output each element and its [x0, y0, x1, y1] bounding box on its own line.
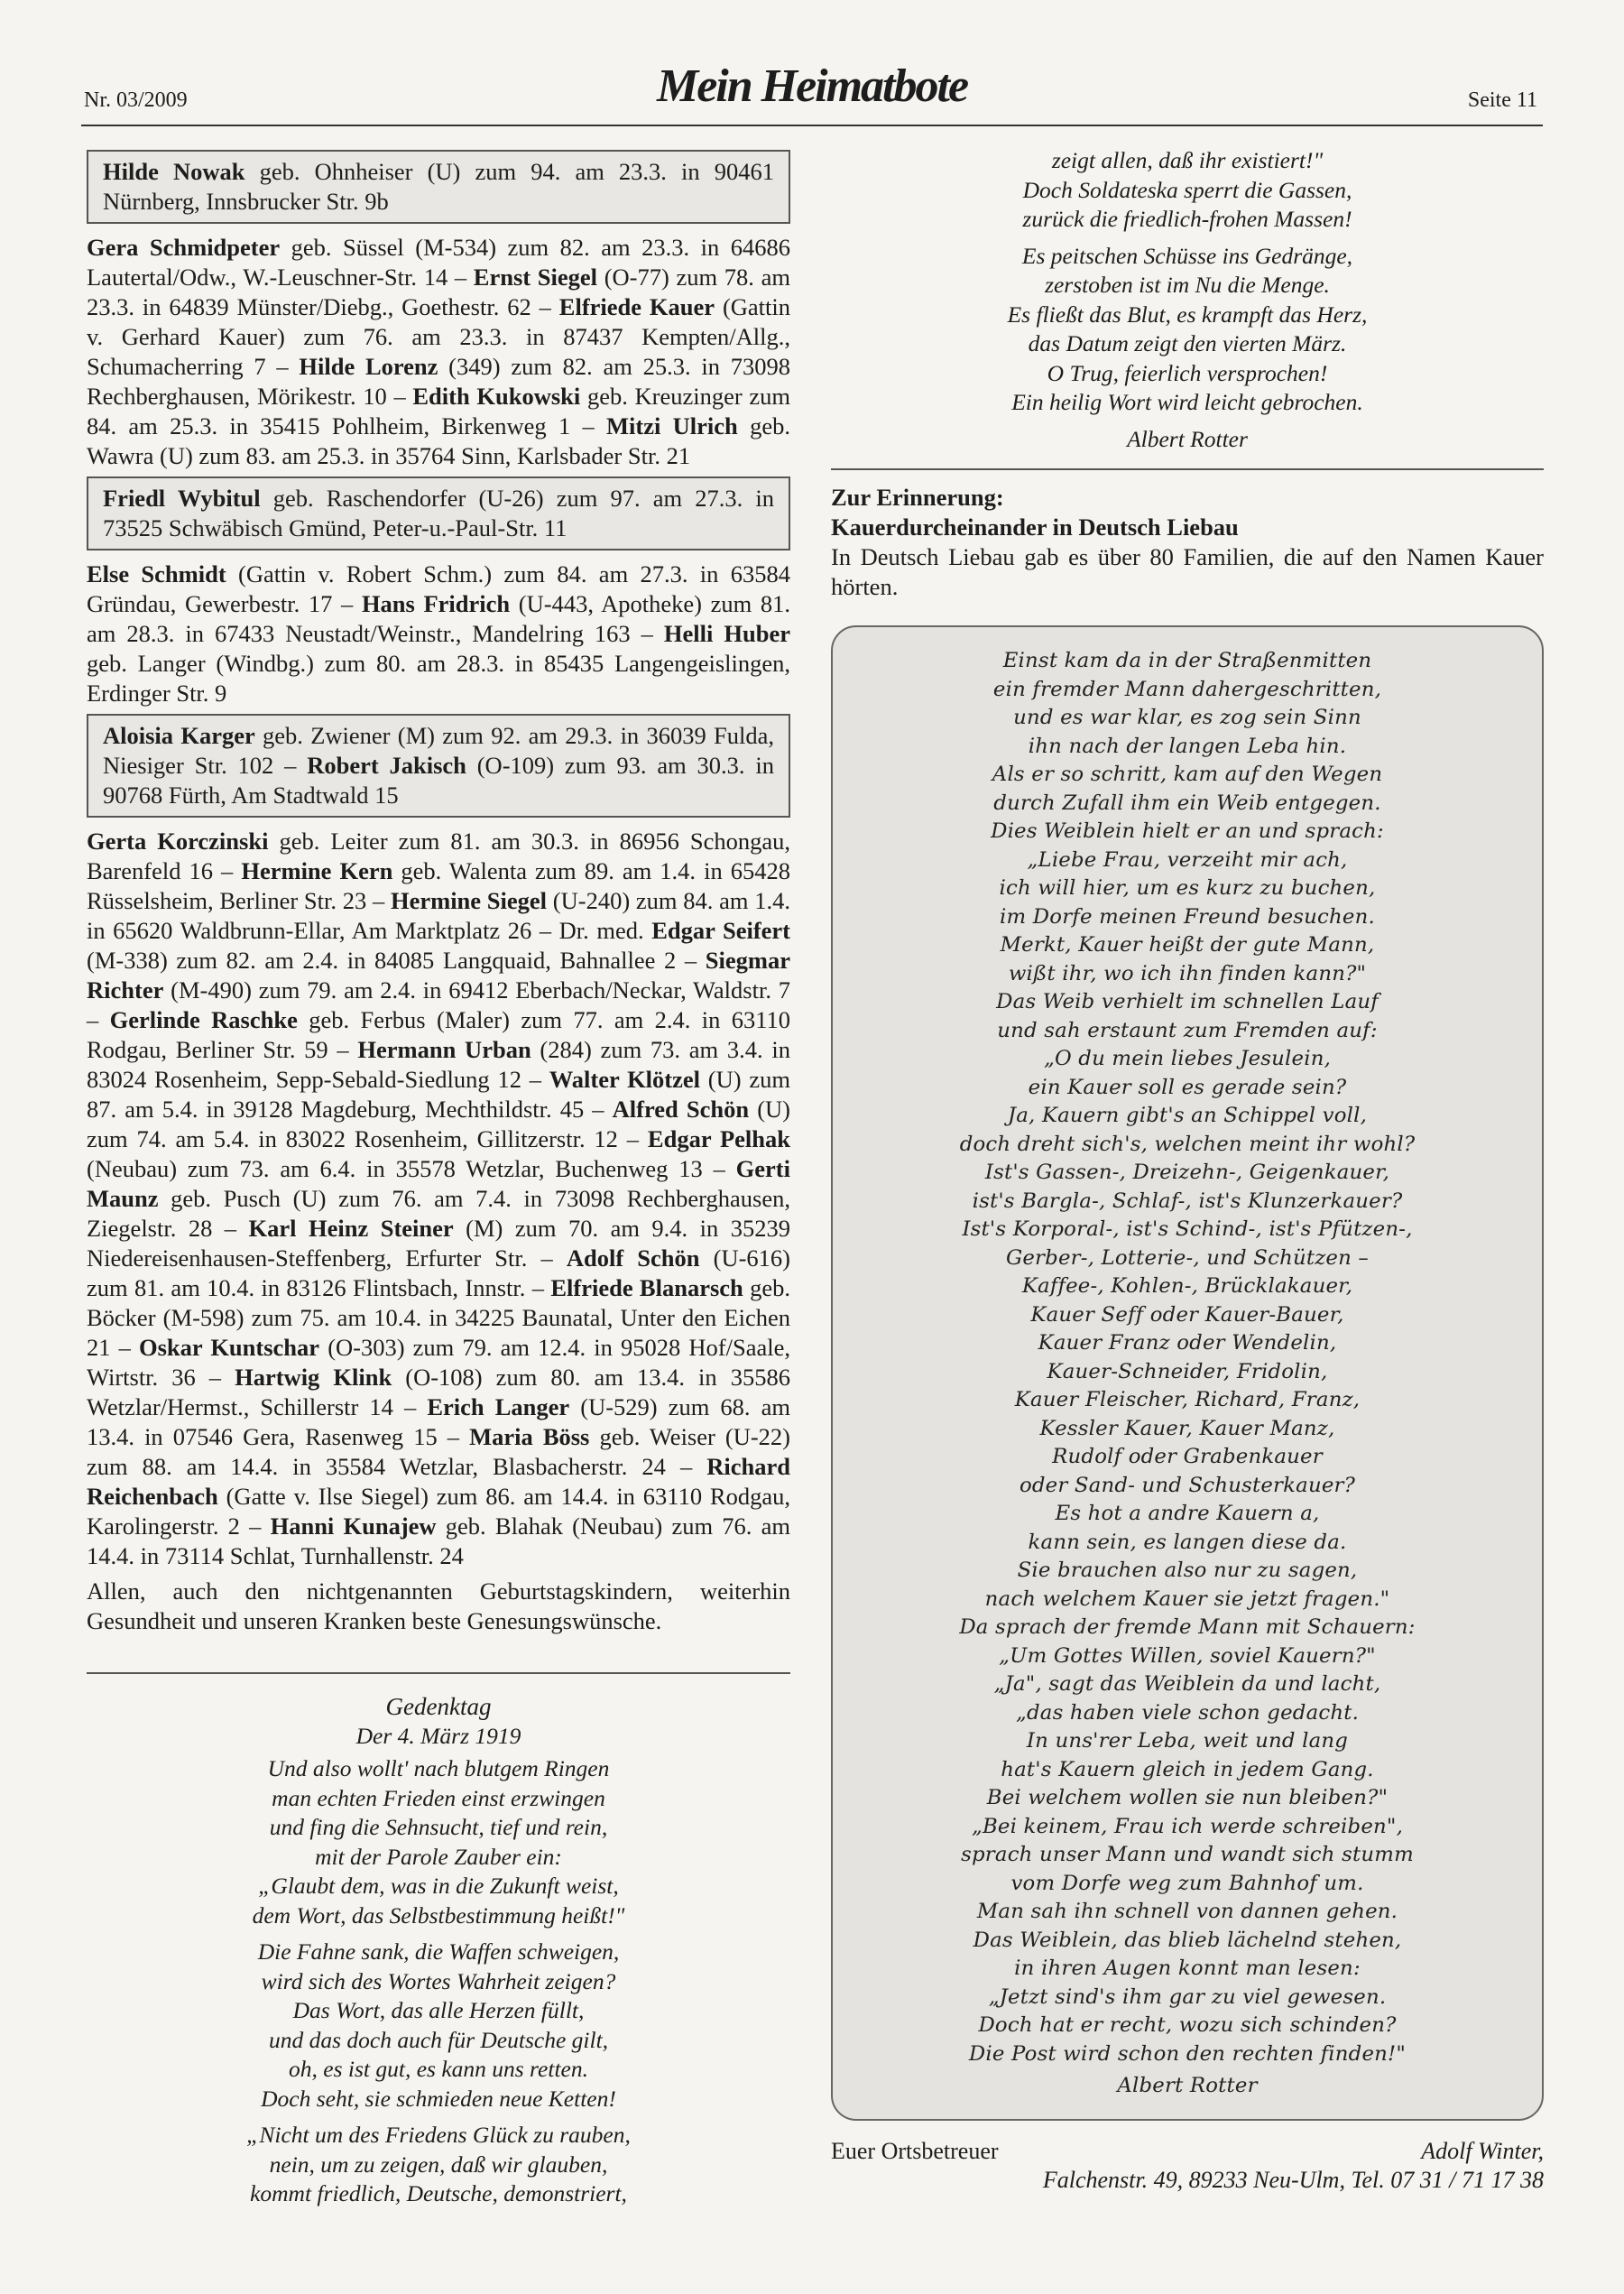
- poem-line: ein fremder Mann dahergeschritten,: [992, 677, 1382, 701]
- person-name: Robert Jakisch: [307, 752, 466, 779]
- poem-line: Dies Weiblein hielt er an und sprach:: [991, 819, 1384, 843]
- closing-wishes: Allen, auch den nichtgenannten Geburtstagskindern, weiterhin Gesundheit und unseren Kranken beste Genesungswünsche.: [87, 1577, 790, 1634]
- poem-line: ist's Bargla-, Schlaf-, ist's Klunzerkauer?: [972, 1189, 1403, 1213]
- poem-line: kommt friedlich, Deutsche, demonstriert,: [250, 2180, 627, 2206]
- birthday-details: (U-443, Apotheke) zum 81. am 28.3. in 67433 Neustadt/Weinstr., Mandelring 163 –: [87, 590, 790, 647]
- birthday-details: (O-109) zum 93. am 30.3. in 90768 Fürth, Am Stadtwald 15: [103, 752, 774, 809]
- birthday-details: (O-303) zum 79. am 12.4. in 95028 Hof/Saale, Wirtstr. 36 –: [87, 1334, 790, 1391]
- masthead-logo: Mein Heimatbote: [656, 60, 968, 112]
- poem-line: und das doch auch für Deutsche gilt,: [268, 2026, 609, 2053]
- person-name: Friedl Wybitul: [103, 485, 261, 512]
- poem-line: In uns'rer Leba, weit und lang: [1026, 1729, 1349, 1753]
- birthday-details: (Gattin v. Robert Schm.) zum 84. am 27.3. in 63584 Gründau, Gewerbestr. 17 –: [87, 560, 790, 617]
- person-name: Ernst Siegel: [473, 264, 598, 291]
- signature-name: Adolf Winter,: [1421, 2137, 1544, 2164]
- poem-line: Rudolf oder Grabenkauer: [1052, 1445, 1323, 1468]
- poem-line: Bei welchem wollen sie nun bleiben?": [986, 1786, 1389, 1809]
- person-name: Hermann Urban: [357, 1036, 531, 1063]
- poem-line: ein Kauer soll es gerade sein?: [1028, 1075, 1347, 1099]
- poem-line: hat's Kauern gleich in jedem Gang.: [1001, 1757, 1374, 1781]
- birthday-details: geb. Blahak (Neubau) zum 76. am 14.4. in 73114 Schlat, Turnhallenstr. 24: [87, 1512, 790, 1569]
- birthday-paragraph: [87, 827, 790, 1571]
- kauer-poem-box: [831, 625, 1544, 2121]
- person-name: Karl Heinz Steiner: [248, 1215, 454, 1242]
- birthday-box: [87, 714, 790, 818]
- poem-line: wird sich des Wortes Wahrheit zeigen?: [261, 1967, 616, 1994]
- section-heading: Zur Erinnerung:: [831, 484, 1004, 511]
- birthday-details: (U) zum 87. am 5.4. in 39128 Magdeburg, Mechthildstr. 45 –: [87, 1066, 790, 1123]
- person-name: Elfriede Blanarsch: [550, 1274, 743, 1301]
- poem-line: „O du mein liebes Jesulein,: [1043, 1047, 1332, 1070]
- person-name: Oskar Kuntschar: [139, 1334, 320, 1361]
- person-name: Hermine Siegel: [390, 887, 548, 914]
- poem-line: O Trug, feierlich versprochen!: [1047, 359, 1328, 386]
- birthday-details: (M-338) zum 82. am 2.4. in 84085 Langquaid, Bahnallee 2 –: [87, 947, 706, 974]
- script-poem-author: Albert Rotter: [1117, 2074, 1258, 2097]
- person-name: Hanni Kunajew: [270, 1512, 437, 1540]
- person-name: Gerti Maunz: [87, 1155, 790, 1212]
- poem-line: Albert Rotter: [1127, 425, 1248, 452]
- birthday-details: (O-77) zum 78. am 23.3. in 64839 Münster/Diebg., Goethestr. 62 –: [87, 264, 790, 320]
- poem-line: „Um Gottes Willen, soviel Kauern?": [999, 1643, 1376, 1668]
- person-name: Edith Kukowski: [412, 383, 581, 410]
- poem-line: „das haben viele schon gedacht.: [1015, 1700, 1360, 1725]
- poem-title: Gedenktag: [385, 1693, 492, 1720]
- poem-line: Doch seht, sie schmieden neue Ketten!: [261, 2085, 616, 2112]
- signature-role: Euer Ortsbetreuer: [831, 2137, 999, 2164]
- birthday-details: (Gatte v. Ilse Siegel) zum 86. am 14.4. in 63110 Rodgau, Karolingerstr. 2 –: [87, 1483, 790, 1540]
- poem-line: „Nicht um des Friedens Glück zu rauben,: [246, 2122, 631, 2148]
- person-name: Hilde Lorenz: [299, 353, 438, 380]
- script-poem-lines: [851, 647, 1524, 2068]
- page-number: Seite 11: [1467, 88, 1537, 112]
- poem-line: Es hot a andre Kauern a,: [1055, 1502, 1320, 1525]
- person-name: Adolf Schön: [566, 1244, 700, 1272]
- person-name: Hilde Nowak: [103, 158, 245, 185]
- section-divider: [831, 468, 1544, 470]
- poem-line: Einst kam da in der Straßenmitten: [1002, 649, 1372, 672]
- signature-row: [831, 2137, 1544, 2166]
- article-title: Kauerdurcheinander in Deutsch Liebau: [831, 513, 1239, 541]
- poem-line: Es peitschen Schüsse ins Gedränge,: [1021, 242, 1353, 269]
- poem-line: und sah erstaunt zum Fremden auf:: [997, 1018, 1378, 1042]
- issue-number: Nr. 03/2009: [84, 88, 188, 112]
- poem-stanza: [831, 146, 1544, 235]
- poem-continuation: [831, 146, 1544, 454]
- poem-subtitle: Der 4. März 1919: [355, 1722, 521, 1749]
- poem-line: in ihren Augen konnt man lesen:: [1014, 1956, 1361, 1980]
- person-name: Aloisia Karger: [103, 722, 255, 749]
- birthday-details: (M-490) zum 79. am 2.4. in 69412 Eberbach/Neckar, Waldstr. 7 –: [87, 976, 790, 1033]
- poem-line: oh, es ist gut, es kann uns retten.: [289, 2056, 588, 2082]
- poem-line: und fing die Sehnsucht, tief und rein,: [269, 1814, 608, 1840]
- poem-line: Ja, Kauern gibt's an Schippel voll,: [1007, 1104, 1368, 1127]
- poem-line: Ein heilig Wort wird leicht gebrochen.: [1011, 389, 1363, 415]
- birthday-details: (U) zum 74. am 5.4. in 83022 Rosenheim, Gillitzerstr. 12 –: [87, 1096, 790, 1152]
- poem-line: Kauer-Schneider, Fridolin,: [1047, 1359, 1328, 1383]
- person-name: Gerlinde Raschke: [109, 1006, 298, 1033]
- birthday-box: [87, 476, 790, 550]
- poem-line: „Liebe Frau, verzeiht mir ach,: [1027, 847, 1348, 872]
- article-intro: In Deutsch Liebau gab es über 80 Familien, die auf den Namen Kauer hörten.: [831, 543, 1544, 600]
- poem-line: nach welchem Kauer sie jetzt fragen.": [984, 1586, 1390, 1611]
- poem-line: Kauer Franz oder Wendelin,: [1038, 1331, 1337, 1355]
- poem-line: Sie brauchen also nur zu sagen,: [1017, 1559, 1358, 1582]
- signature-address: Falchenstr. 49, 89233 Neu-Ulm, Tel. 07 31 / 71 17 38: [1042, 2166, 1544, 2193]
- poem-line: Kessler Kauer, Kauer Manz,: [1039, 1416, 1335, 1440]
- poem-line: Da sprach der fremde Mann mit Schauern:: [959, 1615, 1416, 1639]
- poem-line: Ist's Gassen-, Dreizehn-, Geigenkauer,: [984, 1161, 1390, 1184]
- poem-line: Merkt, Kauer heißt der gute Mann,: [1000, 933, 1375, 957]
- birthday-details: geb. Kreuzinger zum 84. am 25.3. in 35415 Pohlheim, Birkenweg 1 –: [87, 383, 790, 439]
- birthday-details: (349) zum 82. am 25.3. in 73098 Rechberghausen, Mörikestr. 10 –: [87, 353, 790, 410]
- poem-line: man echten Frieden einst erzwingen: [272, 1784, 605, 1811]
- poem-line: zurück die friedlich-frohen Massen!: [1022, 206, 1352, 232]
- birthday-details: (284) zum 73. am 3.4. in 83024 Rosenheim, Sepp-Sebald-Siedlung 12 –: [87, 1036, 790, 1093]
- poem-line: ihn nach der langen Leba hin.: [1028, 734, 1347, 758]
- birthday-paragraph: [87, 560, 790, 708]
- poem-line: Ist's Korporal-, ist's Schind-, ist's Pfützen-,: [962, 1217, 1413, 1241]
- poem-line: Das Weiblein, das blieb lächelnd stehen,: [973, 1928, 1402, 1952]
- poem-stanza: [87, 1938, 790, 2114]
- birthday-details: (U-529) zum 68. am 13.4. in 07546 Gera, Rasenweg 15 –: [87, 1393, 790, 1450]
- person-name: Walter Klötzel: [549, 1066, 701, 1093]
- poem-line: Gerber-, Lotterie-, und Schützen –: [1005, 1245, 1370, 1270]
- birthday-box: [87, 150, 790, 224]
- poem-line: doch dreht sich's, welchen meint ihr wohl?: [959, 1132, 1416, 1156]
- person-name: Else Schmidt: [87, 560, 226, 587]
- poem-line: Kauer Fleischer, Richard, Franz,: [1014, 1388, 1361, 1411]
- person-name: Gera Schmidpeter: [87, 234, 281, 261]
- birthday-details: geb. Pusch (U) zum 76. am 7.4. in 73098 Rechberghausen, Ziegelstr. 28 –: [87, 1185, 790, 1242]
- person-name: Hermine Kern: [241, 857, 393, 884]
- poem-line: „Bei keinem, Frau ich werde schreiben",: [971, 1814, 1404, 1838]
- birthday-details: geb. Zwiener (M) zum 92. am 29.3. in 36039 Fulda, Niesiger Str. 102 –: [103, 722, 775, 779]
- poem-line: und es war klar, es zog sein Sinn: [1013, 706, 1361, 729]
- poem-line: „Jetzt sind's ihm gar zu viel gewesen.: [988, 1984, 1387, 2009]
- birthday-details: geb. Leiter zum 81. am 30.3. in 86956 Schongau, Barenfeld 16 –: [87, 828, 790, 884]
- birthday-details: geb. Raschendorfer (U-26) zum 97. am 27.3. in 73525 Schwäbisch Gmünd, Peter-u.-Paul-Str. 11: [103, 485, 774, 541]
- poem-line: Das Wort, das alle Herzen füllt,: [292, 1997, 585, 2023]
- birthday-details: (O-108) zum 80. am 13.4. in 35586 Wetzlar/Hermst., Schillerstr 14 –: [87, 1364, 790, 1420]
- birthday-details: geb. Weiser (U-22) zum 88. am 14.4. in 35584 Wetzlar, Blasbacherstr. 24 –: [87, 1423, 791, 1480]
- poem-line: sprach unser Mann und wandt sich stumm: [961, 1843, 1414, 1866]
- poem-line: Das Weib verhielt im schnellen Lauf: [996, 990, 1379, 1013]
- person-name: Helli Huber: [663, 620, 790, 647]
- person-name: Siegmar Richter: [87, 947, 790, 1004]
- poem-line: Man sah ihn schnell von dannen gehen.: [976, 1900, 1398, 1923]
- poem-stanza: [831, 242, 1544, 418]
- poem-line: „Ja", sagt das Weiblein da und lacht,: [993, 1672, 1381, 1696]
- person-name: Hartwig Klink: [235, 1364, 392, 1391]
- poem-stanza: [87, 1754, 790, 1930]
- birthday-details: geb. Ohnheiser (U) zum 94. am 23.3. in 90461 Nürnberg, Innsbrucker Str. 9b: [103, 158, 774, 215]
- birthday-details: geb. Süssel (M-534) zum 82. am 23.3. in 64686 Lautertal/Odw., W.-Leuschner-Str. 14 –: [87, 234, 790, 291]
- poem-line: Die Fahne sank, die Waffen schweigen,: [257, 1938, 620, 1965]
- poem-stanza: [87, 2121, 790, 2209]
- poem-line: zeigt allen, daß ihr existiert!": [1051, 147, 1324, 173]
- left-column: [87, 146, 790, 2216]
- person-name: Gerta Korczinski: [87, 828, 269, 855]
- poem-line: nein, um zu zeigen, daß wir glauben,: [269, 2151, 608, 2178]
- birthday-details: (M) zum 70. am 9.4. in 35239 Niedereisenhausen-Steffenberg, Erfurter Str. –: [87, 1215, 790, 1272]
- poem-line: im Dorfe meinen Freund besuchen.: [1000, 904, 1375, 929]
- poem-stanza: [831, 425, 1544, 455]
- person-name: Mitzi Ulrich: [606, 412, 738, 439]
- birthday-details: geb. Böcker (M-598) zum 75. am 10.4. in 34225 Baunatal, Unter den Eichen 21 –: [87, 1274, 791, 1361]
- poem-line: Doch hat er recht, wozu sich schinden?: [978, 2013, 1397, 2037]
- gedenktag-poem: [87, 1692, 790, 2209]
- person-name: Alfred Schön: [612, 1096, 750, 1123]
- poem-line: Die Post wird schon den rechten finden!": [968, 2041, 1407, 2066]
- poem-line: Kaffee-, Kohlen-, Brücklakauer,: [1021, 1274, 1353, 1298]
- poem-line: vom Dorfe weg zum Bahnhof um.: [1010, 1871, 1364, 1895]
- birthday-details: geb. Wawra (U) zum 83. am 25.3. in 35764 Sinn, Karlsbader Str. 21: [87, 412, 790, 469]
- person-name: Elfriede Kauer: [558, 293, 715, 320]
- poem-stanzas: [87, 1754, 790, 2209]
- poem-line: ich will hier, um es kurz zu buchen,: [999, 876, 1376, 900]
- poem-line: kann sein, es langen diese da.: [1028, 1530, 1347, 1554]
- birthday-details: geb. Langer (Windbg.) zum 80. am 28.3. in 85435 Langengeislingen, Erdinger Str. 9: [87, 650, 790, 707]
- poem-line: zerstoben ist im Nu die Menge.: [1045, 272, 1330, 298]
- poem-line: Es fließt das Blut, es krampft das Herz,: [1007, 301, 1368, 328]
- person-name: Edgar Pelhak: [647, 1125, 790, 1152]
- poem-line: dem Wort, das Selbstbestimmung heißt!": [252, 1901, 625, 1929]
- poem-line: das Datum zeigt den vierten März.: [1028, 330, 1347, 356]
- birthday-paragraph: [87, 233, 790, 471]
- poem-line: „Glaubt dem, was in die Zukunft weist,: [258, 1873, 619, 1899]
- birthday-details: geb. Ferbus (Maler) zum 77. am 2.4. in 63110 Rodgau, Berliner Str. 59 –: [87, 1006, 790, 1063]
- birthday-details: (Gattin v. Gerhard Kauer) zum 76. am 23.3. in 87437 Kempten/Allg., Schumacherring 7 –: [87, 293, 791, 380]
- person-name: Maria Böss: [469, 1423, 590, 1450]
- right-column: [831, 146, 1544, 2195]
- poem-line: mit der Parole Zauber ein:: [315, 1843, 562, 1870]
- person-name: Edgar Seifert: [651, 917, 790, 944]
- poem-line: Kauer Seff oder Kauer-Bauer,: [1030, 1302, 1344, 1327]
- poem-line: Und also wollt' nach blutgem Ringen: [267, 1755, 610, 1781]
- poem-line: Doch Soldateska sperrt die Gassen,: [1022, 176, 1352, 203]
- person-name: Erich Langer: [427, 1393, 570, 1420]
- poem-line: Als er so schritt, kam auf den Wegen: [992, 763, 1383, 786]
- birthday-details: (U-240) zum 84. am 1.4. in 65620 Waldbrunn-Ellar, Am Marktplatz 26 – Dr. med.: [87, 887, 790, 944]
- poem-line: durch Zufall ihm ein Weib entgegen.: [993, 791, 1381, 815]
- birthday-details: (U-616) zum 81. am 10.4. in 83126 Flintsbach, Innstr. –: [87, 1244, 790, 1301]
- poem-line: oder Sand- und Schusterkauer?: [1019, 1473, 1356, 1497]
- birthday-details: (Neubau) zum 73. am 6.4. in 35578 Wetzlar, Buchenweg 13 –: [87, 1155, 736, 1182]
- poem-line: wißt ihr, wo ich ihn finden kann?": [1008, 961, 1367, 985]
- person-name: Hans Fridrich: [361, 590, 511, 617]
- header-divider: [81, 125, 1543, 126]
- person-name: Richard Reichenbach: [87, 1453, 790, 1510]
- birthday-details: geb. Walenta zum 89. am 1.4. in 65428 Rüsselsheim, Berliner Str. 23 –: [87, 857, 790, 914]
- section-divider: [87, 1672, 790, 1674]
